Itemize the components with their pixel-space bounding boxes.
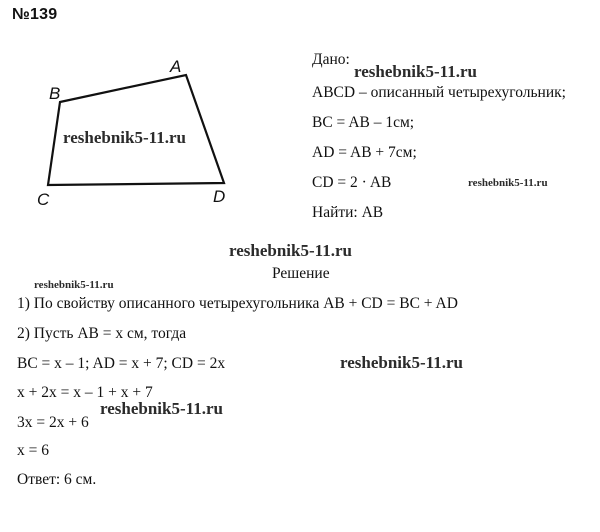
vertex-label-a: A bbox=[170, 57, 182, 76]
solution-line: 3x = 2x + 6 bbox=[17, 414, 89, 431]
solution-title: Решение bbox=[272, 265, 330, 282]
given-line: AD = AB + 7см; bbox=[312, 144, 417, 161]
solution-line: x = 6 bbox=[17, 442, 49, 459]
solution-line: 2) Пусть AB = x см, тогда bbox=[17, 325, 187, 342]
watermark-text: reshebnik5-11.ru bbox=[63, 128, 186, 147]
solution-line: 1) По свойству описанного четырехугольника AB + CD = BC + AD bbox=[17, 295, 458, 312]
solution-line: BC = x – 1; AD = x + 7; CD = 2x bbox=[17, 355, 226, 372]
watermark-text: reshebnik5-11.ru bbox=[100, 399, 223, 418]
vertex-label-b: B bbox=[49, 84, 61, 103]
given-heading: Дано: bbox=[312, 51, 350, 68]
watermark-text: reshebnik5-11.ru bbox=[468, 177, 548, 189]
vertex-label-d: D bbox=[213, 187, 226, 206]
given-line: CD = 2 · AB bbox=[312, 174, 392, 191]
given-line: BC = AB – 1см; bbox=[312, 114, 415, 131]
watermark-text: reshebnik5-11.ru bbox=[34, 279, 114, 291]
solution-line: Ответ: 6 см. bbox=[17, 471, 97, 488]
given-line: ABCD – описанный четырехугольник; bbox=[312, 84, 566, 101]
watermark-text: reshebnik5-11.ru bbox=[340, 353, 463, 372]
solution-line: x + 2x = x – 1 + x + 7 bbox=[17, 384, 153, 401]
vertex-label-c: C bbox=[37, 190, 50, 209]
problem-number: №139 bbox=[12, 6, 58, 23]
watermark-text: reshebnik5-11.ru bbox=[354, 62, 477, 81]
given-line: Найти: AB bbox=[312, 204, 384, 221]
watermark-text: reshebnik5-11.ru bbox=[229, 241, 352, 260]
